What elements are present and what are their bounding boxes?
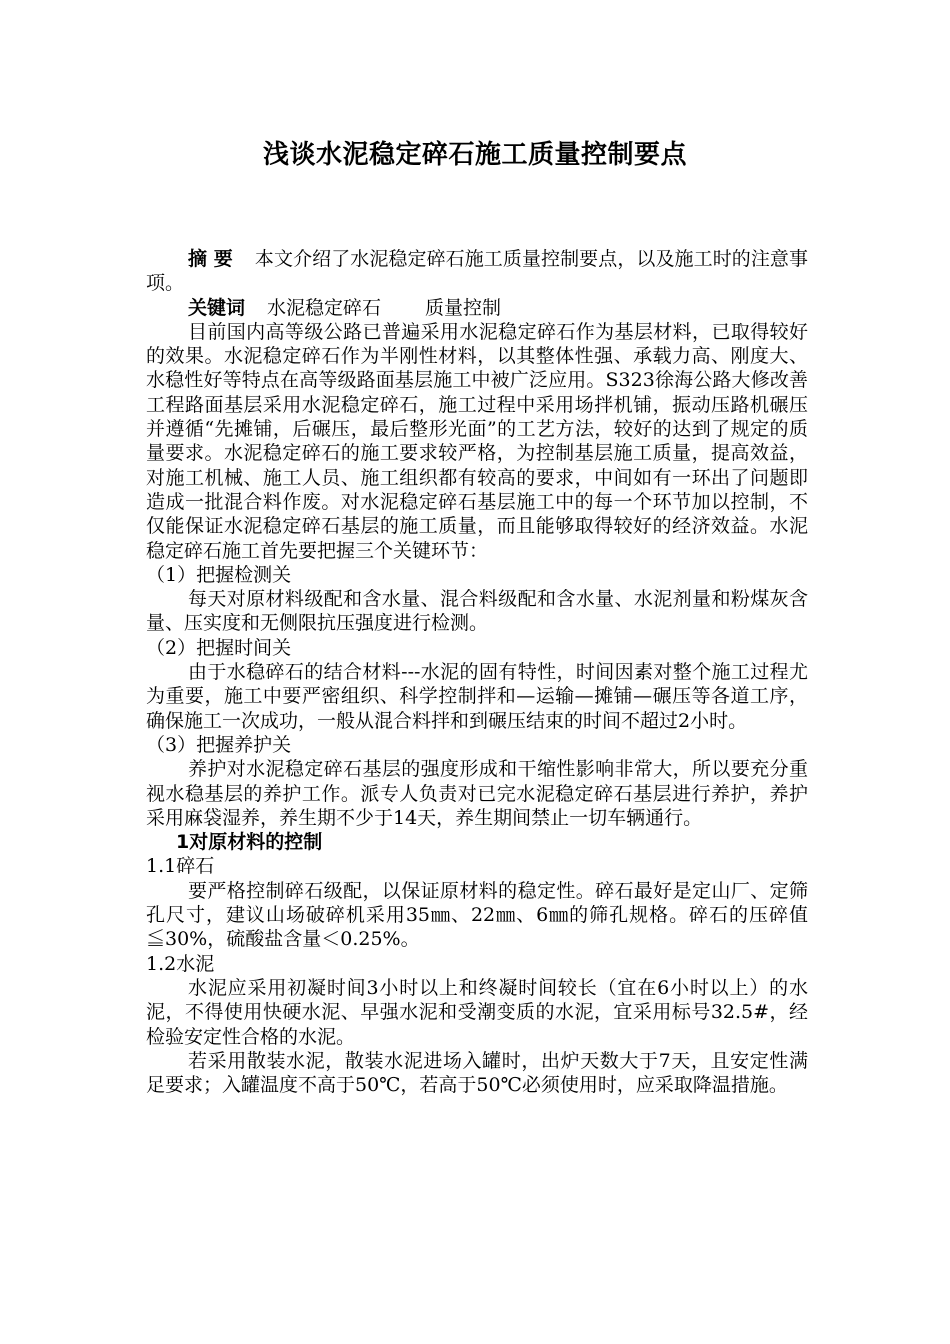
section-heading: 1对原材料的控制 [176,831,323,854]
key-point-heading: （1）把握检测关 [146,563,292,586]
keyword-item: 质量控制 [425,296,502,319]
subsection-heading: 1.1碎石 [146,855,215,878]
intro-paragraph: 目前国内高等级公路已普遍采用水泥稳定碎石作为基层材料，已取得较好的效果。水泥稳定碎石作为半刚性材料，以其整体性强、承载力高、刚度大、水稳性好等特点在高等级路面基层施工中被广泛应用。S323徐海公路大修改善工程路面基层采用水泥稳定碎石，施工过程中采用场拌机铺，振动压路机碾压并遵循“先摊铺，后碾压，最后整形光面”的工艺方法，较好的达到了规定的质量要求。水泥稳定碎石的施工要求较严格，为控制基层施工质量，提高效益，对施工机械、施工人员、施工组织都有较高的要求，中间如有一环出了问题即造成一批混合料作废。对水泥稳定碎石基层施工中的每一个环节加以控制，不仅能保证水泥稳定碎石基层的施工质量，而且能够取得较好的经济效益。水泥稳定碎石施工首先要把握三个关键环节： [146,320,808,562]
key-point-text: 养护对水泥稳定碎石基层的强度形成和干缩性影响非常大，所以要充分重视水稳基层的养护工作。派专人负责对已完水泥稳定碎石基层进行养护，养护采用麻袋湿养，养生期不少于14天，养生期间禁止一切车辆通行。 [146,758,808,829]
subsection-text: 要严格控制碎石级配，以保证原材料的稳定性。碎石最好是定山厂、定筛孔尺寸，建议山场破碎机采用35㎜、22㎜、6㎜的筛孔规格。碎石的压碎值≦30%，硫酸盐含量＜0.25%。 [146,879,808,951]
key-point-text: 由于水稳碎石的结合材料---水泥的固有特性，时间因素对整个施工过程尤为重要，施工中要严密组织、科学控制拌和—运输—摊铺—碾压等各道工序，确保施工一次成功，一般从混合料拌和到碾压结束的时间不超过2小时。 [146,661,808,732]
subsection-heading: 1.2水泥 [146,952,215,975]
key-point-heading: （3）把握养护关 [146,733,292,756]
subsection-text: 水泥应采用初凝时间3小时以上和终凝时间较长（宜在6小时以上）的水泥，不得使用快硬水泥、早强水泥和受潮变质的水泥，宜采用标号32.5#，经检验安定性合格的水泥。 [146,976,808,1048]
abstract-text: 本文介绍了水泥稳定碎石施工质量控制要点，以及施工时的注意事项。 [146,248,808,295]
subsection-text: 若采用散装水泥，散装水泥进场入罐时，出炉天数大于7天，且安定性满足要求；入罐温度不高于50℃，若高于50℃必须使用时，应采取降温措施。 [146,1049,808,1097]
keywords-label: 关键词 [188,296,246,319]
keywords-paragraph [146,296,808,320]
keyword-item: 水泥稳定碎石 [267,296,382,319]
key-point-heading: （2）把握时间关 [146,636,292,659]
document-body [146,247,808,1097]
abstract-label: 摘 要 [188,248,233,270]
abstract-paragraph [146,247,808,296]
document-title: 浅谈水泥稳定碎石施工质量控制要点 [262,140,687,170]
key-point-text: 每天对原材料级配和含水量、混合料级配和含水量、水泥剂量和粉煤灰含量、压实度和无侧限抗压强度进行检测。 [146,588,808,635]
